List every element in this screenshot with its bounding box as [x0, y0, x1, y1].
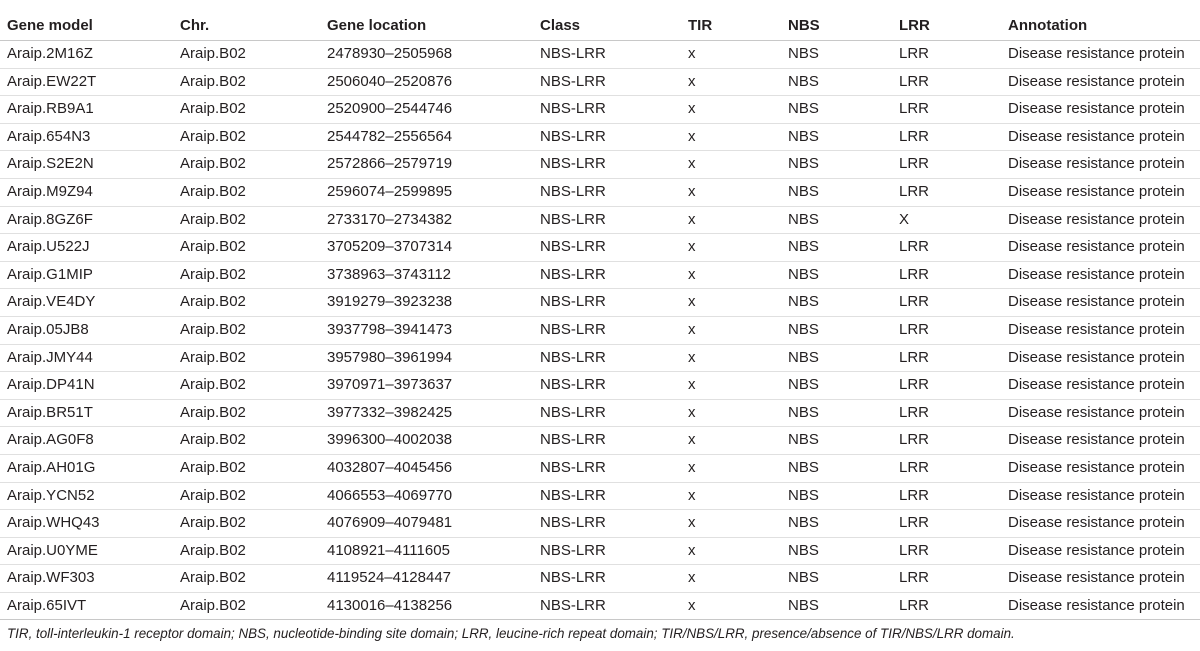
table-cell: NBS [788, 182, 819, 200]
table-row [0, 206, 1200, 234]
table-cell: x [688, 155, 696, 173]
table-cell: NBS [788, 210, 819, 228]
table-cell: x [688, 541, 696, 559]
table-row [0, 289, 1200, 317]
table-cell: 3705209–3707314 [327, 238, 453, 256]
table-cell: LRR [899, 458, 930, 476]
table-cell: NBS [788, 403, 819, 421]
table-cell: Araip.654N3 [7, 127, 91, 145]
table-cell: Disease resistance protein [1008, 569, 1185, 587]
table-cell: NBS-LRR [540, 514, 606, 532]
table-cell: Araip.B02 [180, 293, 246, 311]
table-cell: NBS [788, 458, 819, 476]
table-cell: LRR [899, 486, 930, 504]
table-cell: NBS [788, 265, 819, 283]
table-cell: LRR [899, 541, 930, 559]
table-cell: NBS [788, 431, 819, 449]
table-cell: Araip.B02 [180, 541, 246, 559]
table-cell: 3977332–3982425 [327, 403, 453, 421]
table-cell: NBS-LRR [540, 210, 606, 228]
table-cell: Araip.YCN52 [7, 486, 95, 504]
table-cell: Araip.WF303 [7, 569, 95, 587]
table-cell: Araip.65IVT [7, 596, 87, 614]
table-row [0, 261, 1200, 289]
table-cell: NBS [788, 514, 819, 532]
table-cell: x [688, 293, 696, 311]
table-cell: Araip.B02 [180, 45, 246, 62]
table-row [0, 96, 1200, 124]
header-row [0, 12, 1200, 41]
table-row [0, 454, 1200, 482]
table-cell: Araip.B02 [180, 320, 246, 338]
table-cell: Disease resistance protein [1008, 320, 1185, 338]
table-row [0, 234, 1200, 262]
table-cell: Araip.B02 [180, 155, 246, 173]
table-cell: Araip.BR51T [7, 403, 93, 421]
table-cell: NBS-LRR [540, 596, 606, 614]
table-cell: x [688, 569, 696, 587]
table-cell: LRR [899, 182, 930, 200]
table-cell: Araip.DP41N [7, 376, 95, 394]
table-cell: NBS [788, 541, 819, 559]
table-cell: Araip.B02 [180, 486, 246, 504]
table-cell: Araip.RB9A1 [7, 100, 94, 118]
table-cell: LRR [899, 155, 930, 173]
table-cell: Disease resistance protein [1008, 403, 1185, 421]
table-row [0, 41, 1200, 69]
table-cell: X [899, 210, 910, 228]
table-cell: Araip.AH01G [7, 458, 96, 476]
table-cell: Disease resistance protein [1008, 265, 1185, 283]
table-cell: x [688, 182, 696, 200]
table-cell: LRR [899, 293, 930, 311]
table-cell: Disease resistance protein [1008, 155, 1185, 173]
table-cell: LRR [899, 127, 930, 145]
column-header: Chr. [173, 12, 320, 41]
table-cell: 3957980–3961994 [327, 348, 453, 366]
table-cell: NBS [788, 45, 819, 62]
table-cell: x [688, 45, 696, 62]
table-cell: NBS-LRR [540, 100, 606, 118]
table-cell: Araip.AG0F8 [7, 431, 94, 449]
table-cell: NBS-LRR [540, 293, 606, 311]
table-cell: NBS [788, 320, 819, 338]
table-cell: 3970971–3973637 [327, 376, 453, 394]
table-cell: NBS [788, 376, 819, 394]
table-cell: Araip.M9Z94 [7, 182, 93, 200]
table-row [0, 316, 1200, 344]
table-cell: x [688, 376, 696, 394]
table-cell: NBS [788, 348, 819, 366]
table-cell: Araip.U522J [7, 238, 90, 256]
table-cell: Araip.B02 [180, 403, 246, 421]
table-cell: LRR [899, 72, 930, 90]
table-row [0, 399, 1200, 427]
table-cell: NBS [788, 238, 819, 256]
table-cell: 2506040–2520876 [327, 72, 453, 90]
table-cell: x [688, 431, 696, 449]
table-cell: 2596074–2599895 [327, 182, 453, 200]
table-cell: Disease resistance protein [1008, 238, 1185, 256]
table-row [0, 565, 1200, 593]
table-cell: LRR [899, 403, 930, 421]
table-cell: 4076909–4079481 [327, 514, 453, 532]
table-cell: Araip.B02 [180, 458, 246, 476]
table-cell: NBS-LRR [540, 238, 606, 256]
table-cell: Araip.B02 [180, 514, 246, 532]
table-cell: NBS [788, 596, 819, 614]
table-cell: 3996300–4002038 [327, 431, 453, 449]
table-row [0, 178, 1200, 206]
table-cell: LRR [899, 238, 930, 256]
table-footnote: TIR, toll-interleukin-1 receptor domain; NBS, nucleotide-binding site domain; LRR, leucine-rich repeat domain; TIR/NBS/LRR, presence/absence of TIR/NBS/LRR domain. [7, 626, 1015, 641]
table-row [0, 482, 1200, 510]
table-cell: Araip.U0YME [7, 541, 98, 559]
table-cell: Disease resistance protein [1008, 348, 1185, 366]
table-cell: NBS-LRR [540, 403, 606, 421]
table-cell: Araip.B02 [180, 127, 246, 145]
table-cell: NBS-LRR [540, 45, 606, 62]
table-cell: Araip.B02 [180, 569, 246, 587]
table-cell: x [688, 265, 696, 283]
table-cell: NBS-LRR [540, 182, 606, 200]
table-cell: 2544782–2556564 [327, 127, 453, 145]
table-cell: Araip.B02 [180, 596, 246, 614]
table-cell: Disease resistance protein [1008, 182, 1185, 200]
table-cell: NBS-LRR [540, 127, 606, 145]
table-cell: 2572866–2579719 [327, 155, 453, 173]
table-cell: Disease resistance protein [1008, 127, 1185, 145]
table-cell: Araip.B02 [180, 72, 246, 90]
table-row [0, 592, 1200, 620]
table-cell: 4130016–4138256 [327, 596, 453, 614]
table-row [0, 510, 1200, 538]
table-row [0, 123, 1200, 151]
table-cell: Disease resistance protein [1008, 100, 1185, 118]
table-cell: 2520900–2544746 [327, 100, 453, 118]
table-cell: NBS [788, 155, 819, 173]
table-cell: Araip.VE4DY [7, 293, 96, 311]
table-cell: Disease resistance protein [1008, 210, 1185, 228]
table-cell: x [688, 210, 696, 228]
column-header: Gene model [0, 12, 173, 41]
table-cell: NBS [788, 100, 819, 118]
table-row [0, 68, 1200, 96]
table-cell: 3738963–3743112 [327, 265, 452, 283]
table-cell: Araip.S2E2N [7, 155, 94, 173]
table-cell: Disease resistance protein [1008, 72, 1185, 90]
table-cell: 3919279–3923238 [327, 293, 453, 311]
table-cell: NBS-LRR [540, 376, 606, 394]
table-cell: Araip.05JB8 [7, 320, 89, 338]
table-cell: NBS [788, 569, 819, 587]
table-cell: Araip.JMY44 [7, 348, 93, 366]
column-header: Gene location [320, 12, 533, 41]
table-row [0, 344, 1200, 372]
table-cell: Disease resistance protein [1008, 431, 1185, 449]
table-cell: LRR [899, 514, 930, 532]
table-row [0, 151, 1200, 179]
table-cell: Araip.B02 [180, 431, 246, 449]
table-row [0, 372, 1200, 400]
table-cell: NBS-LRR [540, 569, 606, 587]
column-header: Class [533, 12, 681, 41]
table-cell: x [688, 320, 696, 338]
table-cell: LRR [899, 569, 930, 587]
table-cell: LRR [899, 100, 930, 118]
table-cell: NBS-LRR [540, 348, 606, 366]
table-cell: Araip.B02 [180, 348, 246, 366]
table-cell: x [688, 486, 696, 504]
table-cell: Disease resistance protein [1008, 458, 1185, 476]
table-cell: NBS-LRR [540, 431, 606, 449]
column-header: LRR [892, 12, 1001, 41]
table-cell: NBS-LRR [540, 72, 606, 90]
table-cell: Disease resistance protein [1008, 486, 1185, 504]
table-cell: Araip.B02 [180, 238, 246, 256]
table-cell: LRR [899, 320, 930, 338]
table-cell: NBS [788, 486, 819, 504]
table-cell: Araip.2M16Z [7, 45, 93, 62]
table-cell: Araip.B02 [180, 182, 246, 200]
table-cell: Disease resistance protein [1008, 596, 1185, 614]
table-cell: x [688, 72, 696, 90]
table-cell: NBS-LRR [540, 265, 606, 283]
table-row [0, 427, 1200, 455]
table-cell: NBS-LRR [540, 320, 606, 338]
table-cell: x [688, 127, 696, 145]
table-cell: 4066553–4069770 [327, 486, 453, 504]
table-cell: 4108921–4111605 [327, 541, 450, 559]
column-header: NBS [781, 12, 892, 41]
table-cell: NBS [788, 293, 819, 311]
table-cell: Araip.B02 [180, 210, 246, 228]
table-cell: x [688, 348, 696, 366]
column-header: TIR [681, 12, 781, 41]
table-cell: 4032807–4045456 [327, 458, 453, 476]
table-cell: NBS-LRR [540, 458, 606, 476]
gene-table [0, 12, 1200, 620]
table-cell: NBS [788, 72, 819, 90]
column-header: Annotation [1001, 12, 1200, 41]
table-cell: NBS-LRR [540, 486, 606, 504]
table-cell: Disease resistance protein [1008, 45, 1185, 62]
table-cell: x [688, 596, 696, 614]
table-cell: x [688, 514, 696, 532]
table-cell: Disease resistance protein [1008, 514, 1185, 532]
table-cell: LRR [899, 376, 930, 394]
table-cell: 4119524–4128447 [327, 569, 452, 587]
table-cell: LRR [899, 45, 930, 62]
table-cell: Araip.B02 [180, 265, 246, 283]
table-cell: Araip.WHQ43 [7, 514, 100, 532]
table-cell: LRR [899, 431, 930, 449]
table-cell: Disease resistance protein [1008, 376, 1185, 394]
table-cell: Disease resistance protein [1008, 293, 1185, 311]
table-cell: x [688, 100, 696, 118]
table-cell: Araip.EW22T [7, 72, 97, 90]
table-body [0, 41, 1200, 620]
table-cell: 3937798–3941473 [327, 320, 453, 338]
table-cell: Araip.B02 [180, 100, 246, 118]
table-cell: NBS-LRR [540, 541, 606, 559]
table-cell: Araip.B02 [180, 376, 246, 394]
table-cell: LRR [899, 265, 930, 283]
table-header [0, 12, 1200, 41]
table-row [0, 537, 1200, 565]
table-cell: x [688, 403, 696, 421]
table-cell: NBS [788, 127, 819, 145]
table-cell: Araip.8GZ6F [7, 210, 93, 228]
table-cell: LRR [899, 596, 930, 614]
table-cell: x [688, 238, 696, 256]
table-cell: Disease resistance protein [1008, 541, 1185, 559]
table-cell: NBS-LRR [540, 155, 606, 173]
table-cell: x [688, 458, 696, 476]
table-cell: 2733170–2734382 [327, 210, 453, 228]
table-cell: LRR [899, 348, 930, 366]
table-cell: Araip.G1MIP [7, 265, 93, 283]
table-cell: 2478930–2505968 [327, 45, 453, 62]
